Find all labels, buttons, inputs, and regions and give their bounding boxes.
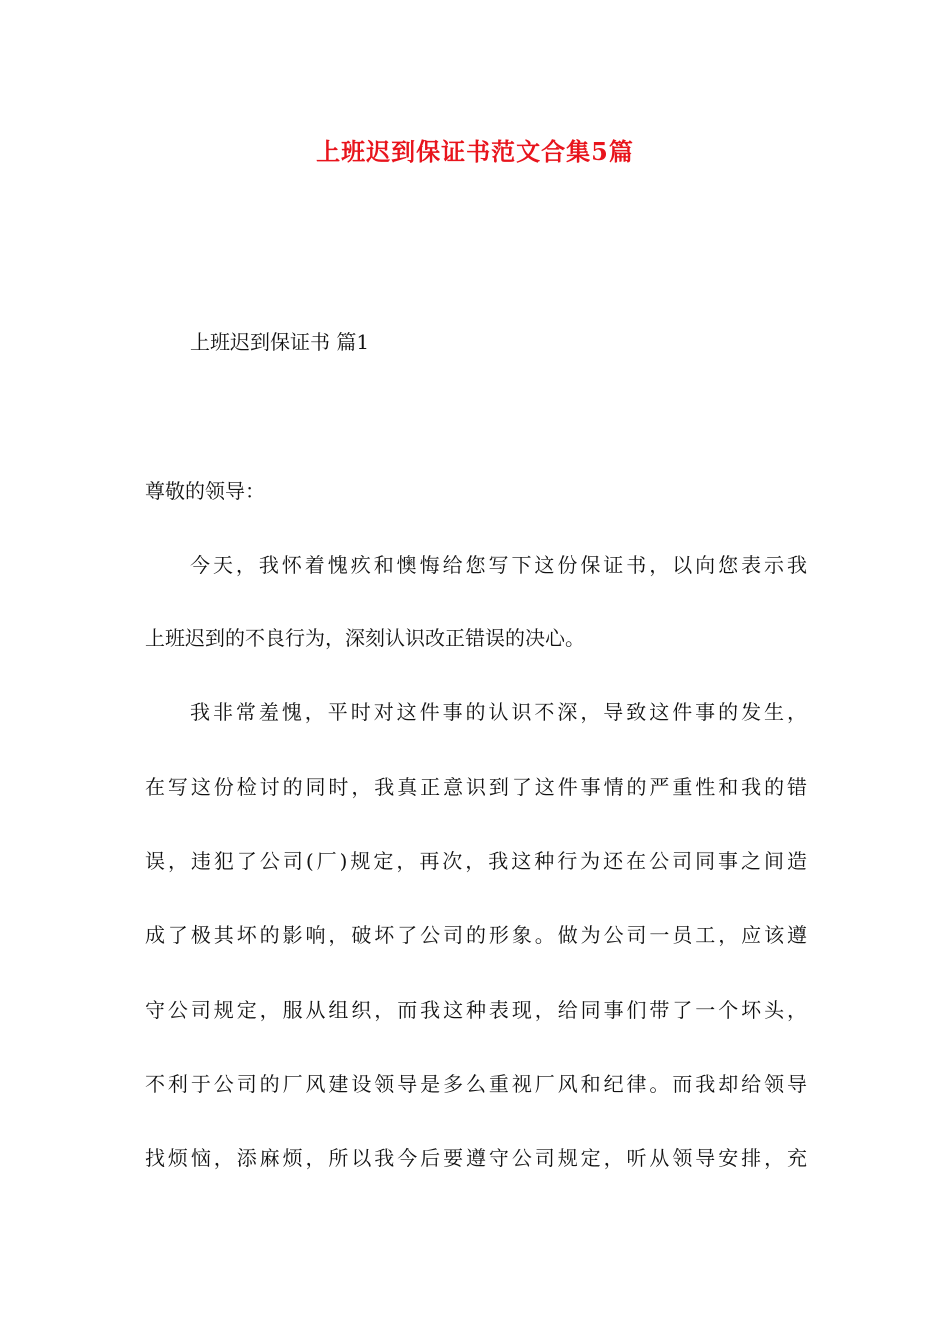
paragraph-line: 成了极其坏的影响，破坏了公司的形象。做为公司一员工，应该遵 [145,923,807,947]
paragraph-line: 在写这份检讨的同时，我真正意识到了这件事情的严重性和我的错 [145,775,807,799]
paragraph-line: 我非常羞愧，平时对这件事的认识不深，导致这件事的发生， [190,700,807,724]
paragraph-line: 守公司规定，服从组织，而我这种表现，给同事们带了一个坏头， [145,998,807,1022]
section-heading: 上班迟到保证书 篇1 [190,330,370,354]
paragraph-line: 不利于公司的厂风建设领导是多么重视厂风和纪律。而我却给领导 [145,1072,807,1096]
paragraph-line: 上班迟到的不良行为，深刻认识改正错误的决心。 [145,626,585,650]
paragraph-line: 误，违犯了公司(厂)规定，再次，我这种行为还在公司同事之间造 [145,849,807,873]
paragraph-line: 找烦恼，添麻烦，所以我今后要遵守公司规定，听从领导安排，充 [145,1146,807,1170]
paragraph-line: 今天，我怀着愧疚和懊悔给您写下这份保证书，以向您表示我 [190,553,807,577]
salutation: 尊敬的领导： [145,479,265,503]
document-title: 上班迟到保证书范文合集5篇 [316,137,634,166]
